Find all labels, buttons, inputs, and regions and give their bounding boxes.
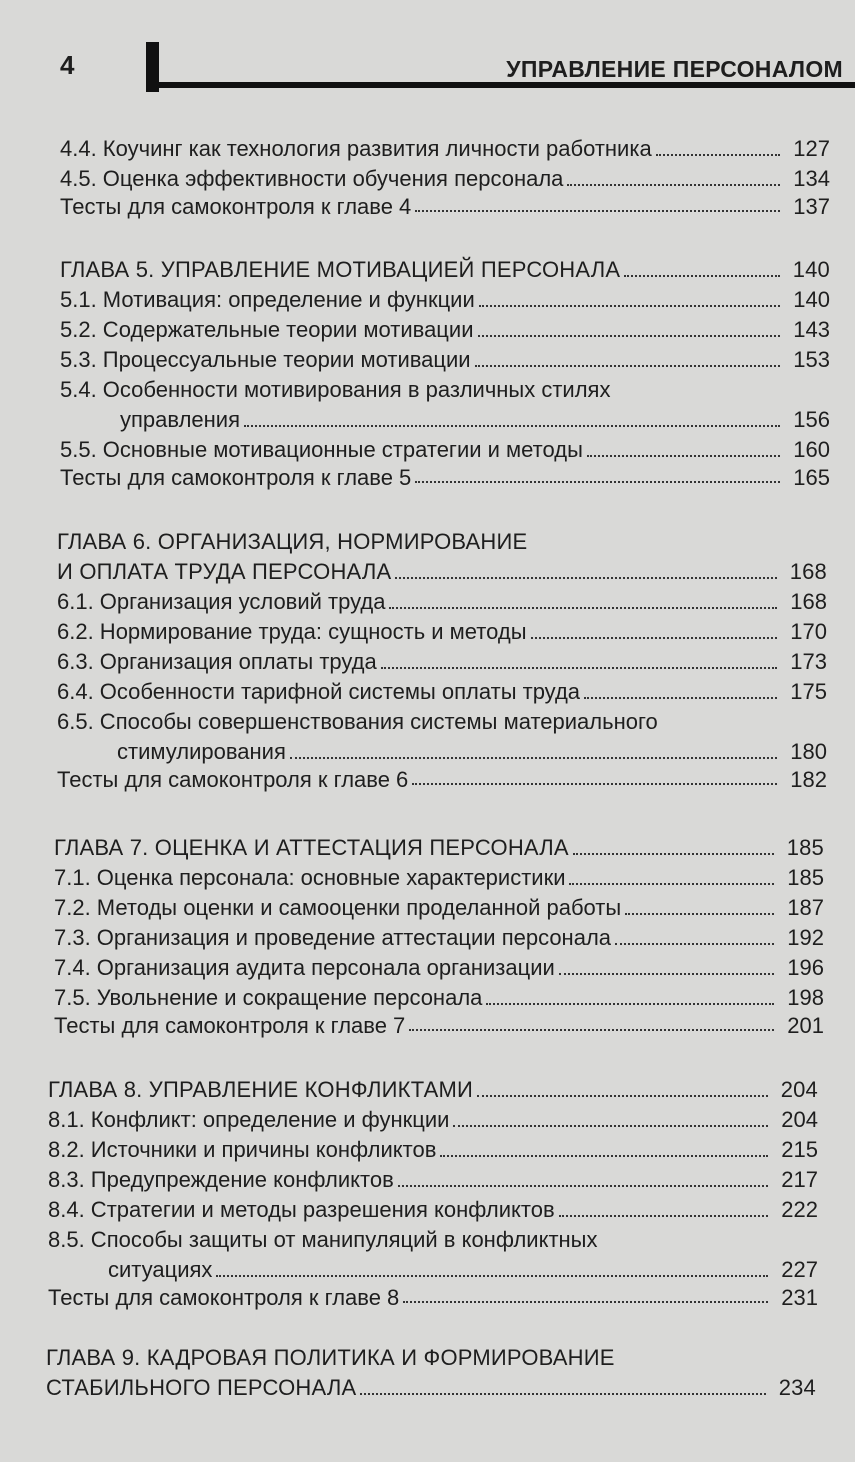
toc-entry [54,863,824,893]
toc-entry-label: управления [120,407,240,432]
toc-entry-page: 227 [781,1257,818,1282]
toc-entry [48,1165,818,1195]
toc-entry-page: 137 [793,194,830,219]
toc-entry-label: 8.4. Стратегии и методы разрешения конфликтов [48,1197,555,1222]
toc-chapter-5 [60,255,830,491]
toc-entry [54,893,824,923]
toc-entry-page: 140 [793,287,830,312]
toc-entry [48,1135,818,1165]
toc-entry [54,1013,824,1039]
toc-entry-page: 192 [787,925,824,950]
toc-entry-label: стимулирования [117,739,286,764]
toc-entry [60,345,830,375]
toc-entry-page: 140 [792,257,830,282]
dot-leader [216,1275,768,1277]
toc-entry [48,1195,818,1225]
toc-entry-line1: 8.5. Способы защиты от манипуляций в конфликтных [48,1227,598,1252]
toc-entry-label: 8.1. Конфликт: определение и функции [48,1107,450,1132]
toc-entry-page: 173 [790,649,827,674]
toc-entry-page: 153 [793,347,830,372]
dot-leader [567,184,780,186]
dot-leader [573,853,774,855]
dot-leader [625,913,774,915]
toc-entry-label: ГЛАВА 7. ОЦЕНКА И АТТЕСТАЦИЯ ПЕРСОНАЛА [54,835,569,860]
toc-entry [57,767,827,793]
toc-entry [60,134,830,164]
toc-entry-page: 168 [790,589,827,614]
dot-leader [244,425,780,427]
dot-leader [440,1155,768,1157]
toc-entry-line1: 5.4. Особенности мотивирования в различных стилях [60,377,611,402]
toc-entry-label: И ОПЛАТА ТРУДА ПЕРСОНАЛА [57,559,392,584]
toc-entry [60,285,830,315]
toc-entry [48,1105,818,1135]
toc-chapter-title-line1: ГЛАВА 9. КАДРОВАЯ ПОЛИТИКА И ФОРМИРОВАНИЕ [46,1345,615,1370]
dot-leader [409,1029,774,1031]
toc-entry-label: 7.3. Организация и проведение аттестации персонала [54,925,612,950]
toc-entry-label: 5.1. Мотивация: определение и функции [60,287,475,312]
toc-entry-page: 222 [781,1197,818,1222]
toc-entry-label: 6.2. Нормирование труда: сущность и методы [57,619,527,644]
toc-entry-page: 175 [790,679,827,704]
dot-leader [395,577,777,579]
toc-entry-page: 185 [787,865,824,890]
dot-leader [569,883,774,885]
toc-chapter-title [46,1373,816,1403]
dot-leader [584,697,777,699]
toc-entry-page: 204 [781,1107,818,1132]
toc-chapter-9 [46,1343,816,1403]
toc-entry-label: 7.4. Организация аудита персонала организации [54,955,555,980]
toc-entry-page: 127 [793,136,830,161]
toc-entry-page: 170 [790,619,827,644]
dot-leader [389,607,777,609]
toc-entry [54,983,824,1013]
toc-entry-label: 8.3. Предупреждение конфликтов [48,1167,394,1192]
toc-entry-page: 234 [778,1375,816,1400]
toc-chapter-8 [48,1075,818,1311]
dot-leader [398,1185,768,1187]
dot-leader [559,1215,768,1217]
running-header-title: УПРАВЛЕНИЕ ПЕРСОНАЛОМ [506,56,843,82]
dot-leader [415,481,780,483]
toc-chapter-6 [57,527,827,793]
toc-entry [48,1285,818,1311]
dot-leader [531,637,777,639]
toc-entry-label: Тесты для самоконтроля к главе 6 [57,767,409,792]
toc-entry-label: 7.1. Оценка персонала: основные характеристики [54,865,566,890]
toc-entry [60,405,830,435]
dot-leader [403,1301,768,1303]
toc-entry-page: 182 [790,767,827,792]
dot-leader [360,1393,766,1395]
dot-leader [615,943,774,945]
toc-entry [57,647,827,677]
toc-entry-label: 6.3. Организация оплаты труда [57,649,377,674]
toc-entry [60,435,830,465]
toc-entry-label: Тесты для самоконтроля к главе 4 [60,194,412,219]
toc-entry [60,194,830,220]
toc-entry [60,164,830,194]
toc-entry-label: 7.5. Увольнение и сокращение персонала [54,985,483,1010]
toc-entry-label: СТАБИЛЬНОГО ПЕРСОНАЛА [46,1375,357,1400]
toc-entry-label: Тесты для самоконтроля к главе 8 [48,1285,400,1310]
toc-entry-page: 156 [793,407,830,432]
toc-chapter-title [57,557,827,587]
dot-leader [453,1125,768,1127]
toc-chapter-title [48,1075,818,1105]
toc-chapter-title-line1: ГЛАВА 6. ОРГАНИЗАЦИЯ, НОРМИРОВАНИЕ [57,529,528,554]
toc-entry-page: 231 [781,1285,818,1310]
toc-entry-label: ГЛАВА 8. УПРАВЛЕНИЕ КОНФЛИКТАМИ [48,1077,474,1102]
toc-entry-label: 5.5. Основные мотивационные стратегии и методы [60,437,583,462]
toc-entry-page: 187 [787,895,824,920]
dot-leader [559,973,774,975]
toc-chapter-7 [54,833,824,1039]
toc-entry [60,465,830,491]
dot-leader [412,783,777,785]
dot-leader [486,1003,774,1005]
toc-entry [57,677,827,707]
toc-entry-page: 201 [787,1013,824,1038]
toc-entry-page: 165 [793,465,830,490]
toc-entry-page: 134 [793,166,830,191]
dot-leader [381,667,777,669]
toc-entry-page: 215 [781,1137,818,1162]
toc-chapter-title [54,833,824,863]
toc-entry-label: 4.4. Коучинг как технология развития личности работника [60,136,652,161]
toc-entry-line1: 6.5. Способы совершенствования системы материального [57,709,658,734]
dot-leader [624,275,780,277]
toc-entry [57,737,827,767]
dot-leader [587,455,780,457]
toc-entry-page: 185 [786,835,824,860]
toc-entry-label: 5.2. Содержательные теории мотивации [60,317,474,342]
toc-entry-label: 6.1. Организация условий труда [57,589,386,614]
toc-entry [54,923,824,953]
toc-entry [60,315,830,345]
toc-entry-label: Тесты для самоконтроля к главе 7 [54,1013,406,1038]
dot-leader [475,365,780,367]
toc-entry-page: 143 [793,317,830,342]
toc-entry-page: 160 [793,437,830,462]
dot-leader [415,210,780,212]
toc-entry [57,617,827,647]
toc-entry-label: 8.2. Источники и причины конфликтов [48,1137,437,1162]
toc-ch4-tail [60,134,830,220]
dot-leader [479,305,780,307]
toc-entry [57,587,827,617]
toc-entry [48,1255,818,1285]
toc-entry-label: Тесты для самоконтроля к главе 5 [60,465,412,490]
toc-entry-label: ГЛАВА 5. УПРАВЛЕНИЕ МОТИВАЦИЕЙ ПЕРСОНАЛА [60,257,621,282]
toc-entry-label: ситуациях [108,1257,213,1282]
toc-entry-page: 204 [780,1077,818,1102]
dot-leader [290,757,777,759]
dot-leader [478,335,781,337]
toc-entry-page: 180 [790,739,827,764]
toc-entry-label: 6.4. Особенности тарифной системы оплаты труда [57,679,581,704]
toc-entry-label: 5.3. Процессуальные теории мотивации [60,347,471,372]
dot-leader [656,154,780,156]
page-number: 4 [60,50,75,80]
dot-leader [477,1095,768,1097]
toc-entry-page: 217 [781,1167,818,1192]
toc-entry-page: 198 [787,985,824,1010]
toc-chapter-title [60,255,830,285]
toc-entry-page: 168 [789,559,827,584]
toc-entry-label: 7.2. Методы оценки и самооценки проделанной работы [54,895,622,920]
toc-entry-page: 196 [787,955,824,980]
toc-entry-label: 4.5. Оценка эффективности обучения персонала [60,166,564,191]
toc-entry [54,953,824,983]
